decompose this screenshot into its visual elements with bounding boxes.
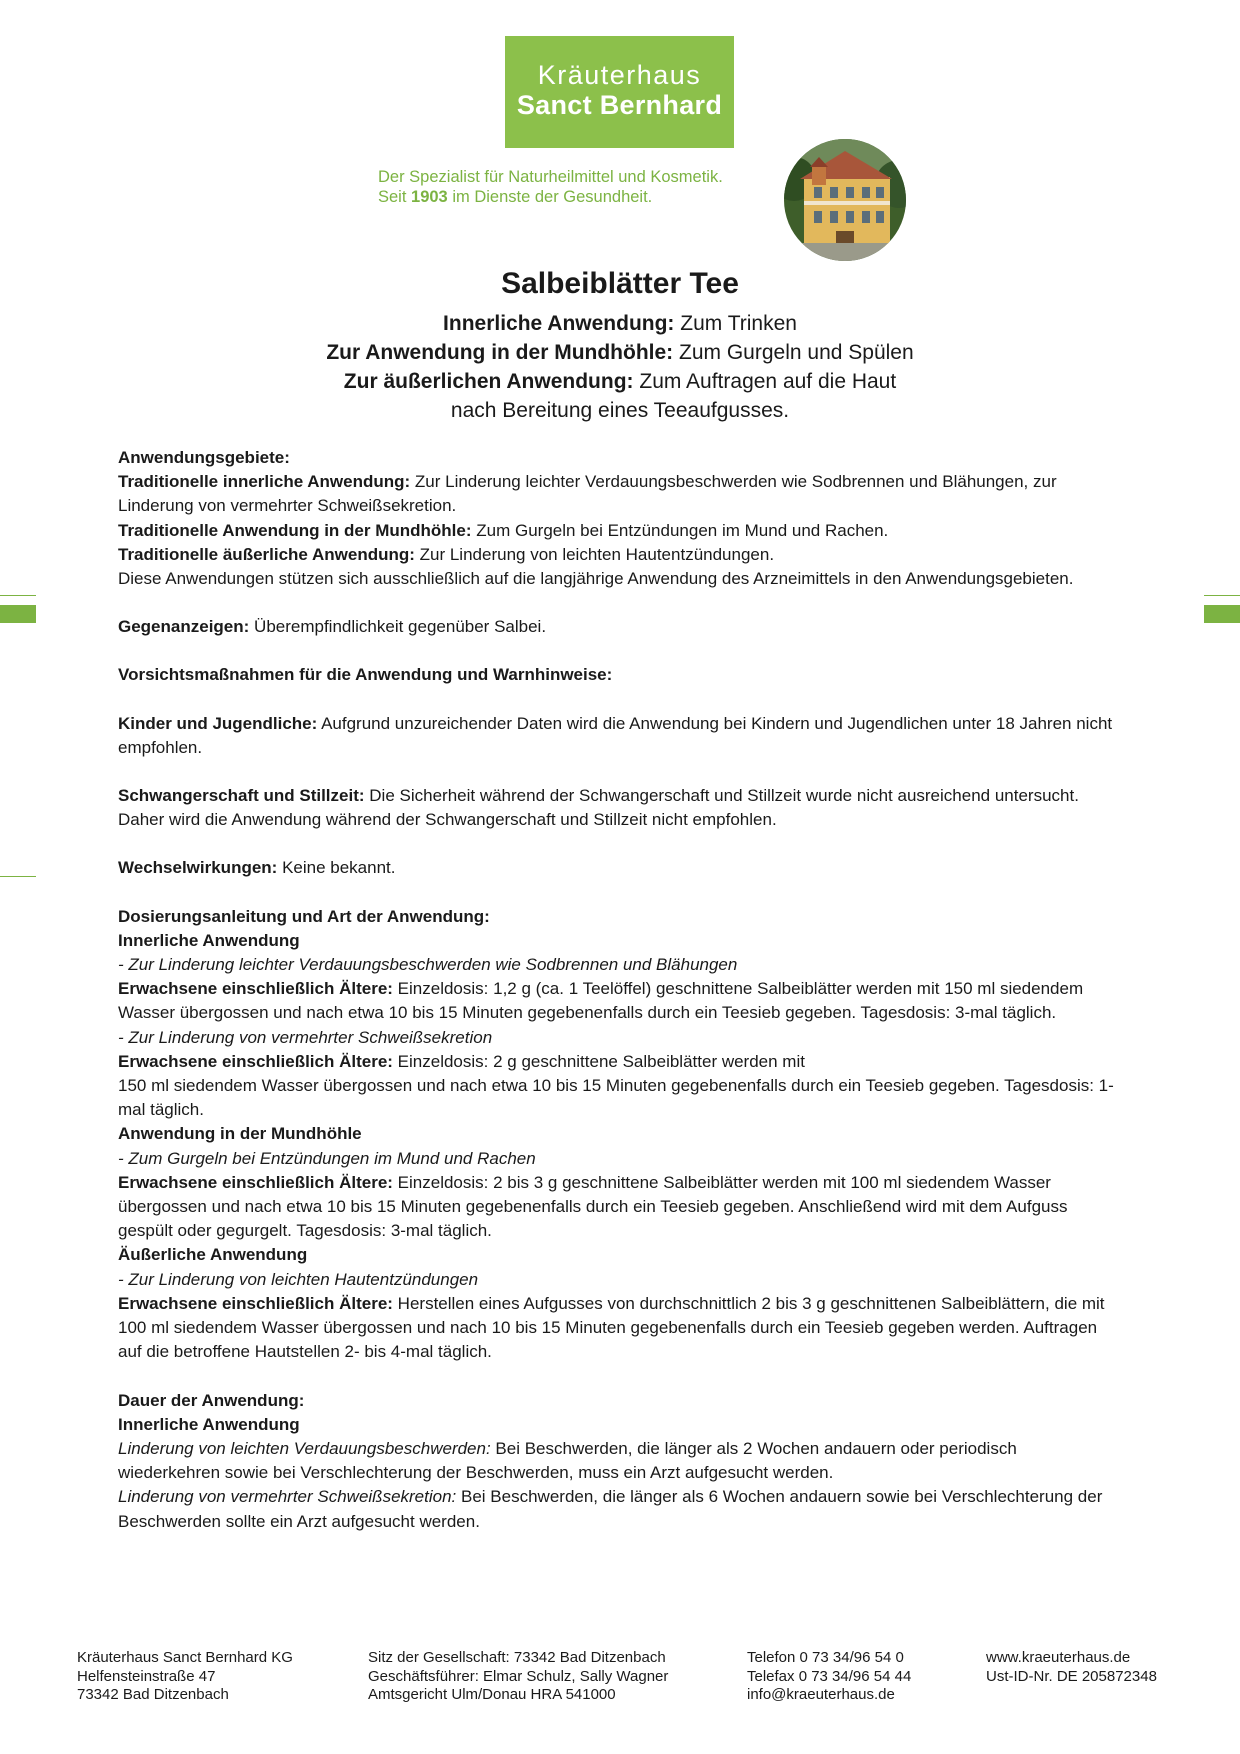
section-heading: Vorsichtsmaßnahmen für die Anwendung und Warnhinweise: <box>118 665 613 685</box>
subsection-heading: Anwendung in der Mundhöhle <box>118 1124 362 1144</box>
usage-mouth: Zur Anwendung in der Mundhöhle: Zum Gurgeln und Spülen <box>326 341 914 364</box>
indication-external: Traditionelle äußerliche Anwendung: Zur Linderung von leichten Hautentzündungen. <box>118 544 775 564</box>
left-fold-mark <box>0 605 36 623</box>
footer-line: Helfensteinstraße 47 <box>77 1667 216 1685</box>
dosage-text: Erwachsene einschließlich Ältere: Einzeldosis: 2 bis 3 g geschnittene Salbeiblätter werden mit 100 ml siedendem Wasser übergossen und nach etwa 10 bis 15 Minuten gegebenenfalls durch ein Teesieb gegeben. Anschließend wird mit dem Aufguss gespült oder gegurgelt. Tagesdosis: 3-mal täglich. <box>118 1172 1068 1241</box>
footer-fax: Telefax 0 73 34/96 54 44 <box>747 1667 912 1685</box>
warning-pregnancy: Schwangerschaft und Stillzeit: Die Sicherheit während der Schwangerschaft und Stillzeit wurde nicht ausreichend untersucht. Daher wird die Anwendung während der Schwangerschaft und Stillzeit nicht empfohlen. <box>118 786 1079 830</box>
usage-external: Zur äußerlichen Anwendung: Zum Auftragen auf die Haut <box>343 370 897 393</box>
section-heading: Dauer der Anwendung: <box>118 1390 305 1410</box>
usage-note: nach Bereitung eines Teeaufgusses. <box>450 399 790 422</box>
logo-line2: Sanct Bernhard <box>516 90 723 120</box>
footer-line: Geschäftsführer: Elmar Schulz, Sally Wagner <box>368 1667 669 1685</box>
warning-children: Kinder und Jugendliche: Aufgrund unzureichender Daten wird die Anwendung bei Kindern und Jugendlichen unter 18 Jahren nicht empfohlen. <box>118 713 1113 757</box>
tagline-line1: Der Spezialist für Naturheilmittel und Kosmetik. <box>378 168 723 186</box>
product-title: Salbeiblätter Tee <box>501 267 739 300</box>
indication-label: - Zur Linderung leichter Verdauungsbeschwerden wie Sodbrennen und Blähungen <box>118 955 738 975</box>
footer-vat-id: Ust-ID-Nr. DE 205872348 <box>986 1667 1157 1685</box>
footer-line: 73342 Bad Ditzenbach <box>77 1686 229 1703</box>
interactions: Wechselwirkungen: Keine bekannt. <box>118 858 396 878</box>
duration-text: Linderung von vermehrter Schweißsekretion: Bei Beschwerden, die länger als 6 Wochen andauern sowie bei Verschlechterung der Beschwerden sollte ein Arzt aufgesucht werden. <box>118 1487 1103 1531</box>
tagline-line2: Seit 1903 im Dienste der Gesundheit. <box>378 188 653 206</box>
footer-contact <box>747 1649 911 1705</box>
duration-text: Linderung von leichten Verdauungsbeschwerden: Bei Beschwerden, die länger als 2 Wochen andauern oder periodisch wiederkehren sowie bei Verschlechterung der Beschwerden, muss ein Arzt aufgesucht werden. <box>118 1438 1017 1483</box>
footer-line: Sitz der Gesellschaft: 73342 Bad Ditzenbach <box>368 1649 666 1666</box>
footer-email[interactable]: info@kraeuterhaus.de <box>747 1686 895 1703</box>
indication-label: - Zum Gurgeln bei Entzündungen im Mund und Rachen <box>118 1148 536 1168</box>
dosage-text-cont: 150 ml siedendem Wasser übergossen und nach etwa 10 bis 15 Minuten gegebenenfalls durch ein Teesieb gegeben. Tagesdosis: 1-mal täglich. <box>118 1076 1114 1120</box>
right-fold-line-top <box>1204 595 1240 596</box>
footer-website-link[interactable]: www.kraeuterhaus.de <box>986 1649 1131 1666</box>
indication-internal: Traditionelle innerliche Anwendung: Zur Linderung leichter Verdauungsbeschwerden wie Sodbrennen und Blähungen, zur Linderung von vermehrter Schweißsekretion. <box>118 472 1057 516</box>
subsection-heading: Äußerliche Anwendung <box>118 1245 308 1265</box>
footer-company <box>77 1649 293 1705</box>
section-heading: Dosierungsanleitung und Art der Anwendung: <box>118 906 490 926</box>
indication-mouth: Traditionelle Anwendung in der Mundhöhle: Zum Gurgeln bei Entzündungen im Mund und Rachen. <box>118 520 889 540</box>
indication-label: - Zur Linderung von vermehrter Schweißsekretion <box>118 1027 493 1047</box>
dosage-text: Erwachsene einschließlich Ältere: Einzeldosis: 2 g geschnittene Salbeiblätter werden mit <box>118 1051 805 1071</box>
logo-line1: Kräuterhaus <box>537 60 702 90</box>
dosage-text: Erwachsene einschließlich Ältere: Einzeldosis: 1,2 g (ca. 1 Teelöffel) geschnittene Salbeiblätter werden mit 150 ml siedendem Wasser übergossen und nach etwa 10 bis 15 Minuten gegebenenfalls durch ein Teesieb gegeben. Tagesdosis: 3-mal täglich. <box>118 979 1084 1023</box>
usage-summary <box>0 309 1240 425</box>
footer-line: Amtsgericht Ulm/Donau HRA 541000 <box>368 1686 616 1703</box>
subsection-heading: Innerliche Anwendung <box>118 930 300 950</box>
brand-logo <box>505 36 734 148</box>
section-heading: Anwendungsgebiete: <box>118 448 290 467</box>
tagline-year: 1903 <box>411 188 448 206</box>
footer-phone: Telefon 0 73 34/96 54 0 <box>747 1649 904 1666</box>
footer-registry <box>368 1649 668 1705</box>
footer-line: Kräuterhaus Sanct Bernhard KG <box>77 1649 293 1666</box>
footer-web <box>986 1649 1157 1686</box>
left-fold-line-bottom <box>0 876 36 877</box>
subsection-heading: Innerliche Anwendung <box>118 1414 300 1434</box>
leaflet-body <box>118 446 1118 1534</box>
building-photo <box>784 139 906 261</box>
right-fold-mark <box>1204 605 1240 623</box>
left-fold-line-top <box>0 595 36 596</box>
indication-label: - Zur Linderung von leichten Hautentzündungen <box>118 1269 479 1289</box>
dosage-text: Erwachsene einschließlich Ältere: Herstellen eines Aufgusses von durchschnittlich 2 bis 3 g geschnittenen Salbeiblättern, die mit 100 ml siedendem Wasser übergossen und nach 10 bis 15 Minuten gegebenenfalls durch ein Teesieb gegeben werden. Auftragen auf die betroffene Hautstellen 2- bis 4-mal täglich. <box>118 1293 1105 1362</box>
indication-note: Diese Anwendungen stützen sich ausschließlich auf die langjährige Anwendung des Arzneimittels in den Anwendungsgebieten. <box>118 569 1074 589</box>
contraindications: Gegenanzeigen: Überempfindlichkeit gegenüber Salbei. <box>118 617 547 637</box>
usage-internal: Innerliche Anwendung: Zum Trinken <box>443 312 797 335</box>
brand-tagline <box>378 167 723 207</box>
